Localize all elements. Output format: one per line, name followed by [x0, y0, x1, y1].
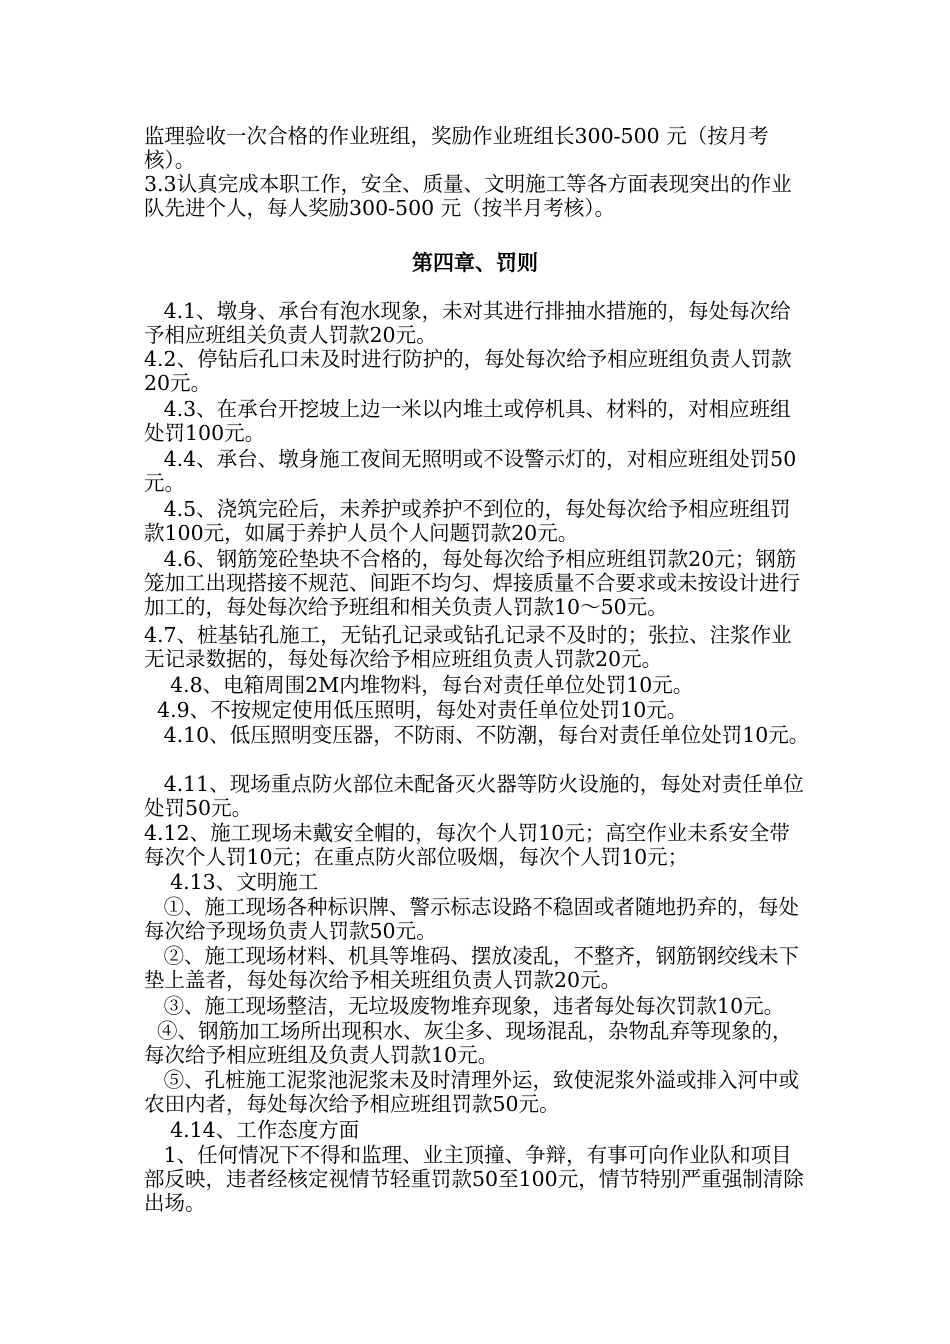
- clause-4-4: 4.4、承台、墩身施工夜间无照明或不设警示灯的，对相应班组处罚50元。: [144, 447, 797, 495]
- clause-4-13-item-5: ⑤、孔桩施工泥浆池泥浆未及时清理外运，致使泥浆外溢或排入河中或农田内者，每处每次给予相应班组罚款50元。: [144, 1068, 800, 1116]
- clause-4-2: 4.2、停钻后孔口未及时进行防护的，每处每次给予相应班组负责人罚款20元。: [144, 347, 792, 395]
- clause-4-5: 4.5、浇筑完砼后，未养护或养护不到位的，每处每次给予相应班组罚款100元，如属于养护人员个人问题罚款20元。: [144, 497, 791, 545]
- clause-4-11: 4.11、现场重点防火部位未配备灭火器等防火设施的，每处对责任单位处罚50元。: [144, 772, 804, 820]
- clause-4-1: 4.1、墩身、承台有泡水现象，未对其进行排抽水措施的，每处每次给予相应班组关负责人罚款20元。: [144, 299, 791, 347]
- clause-4-13-item-3: ③、施工现场整洁，无垃圾废物堆弃现象，违者每处每次罚款10元。: [144, 994, 785, 1018]
- clause-4-13-item-4: ④、钢筋加工场所出现积水、灰尘多、现场混乱，杂物乱弃等现象的，每次给予相应班组及负责人罚款10元。: [144, 1019, 793, 1067]
- clause-4-14-item-1: 1、任何情况下不得和监理、业主顶撞、争辩，有事可向作业队和项目部反映，违者经核定视情节轻重罚款50至100元，情节特别严重强制清除出场。: [144, 1143, 804, 1215]
- clause-4-14-heading: 4.14、工作态度方面: [144, 1118, 360, 1142]
- clause-4-3: 4.3、在承台开挖坡上边一米以内堆土或停机具、材料的，对相应班组处罚100元。: [144, 397, 791, 445]
- intro-paragraph-1: 监理验收一次合格的作业班组，奖励作业班组长300-500 元（按月考核）。: [144, 124, 769, 172]
- clause-4-7: 4.7、桩基钻孔施工，无钻孔记录或钻孔记录不及时的；张拉、注浆作业无记录数据的，每处每次给予相应班组负责人罚款20元。: [144, 623, 792, 671]
- clause-4-13-heading: 4.13、文明施工: [144, 870, 319, 894]
- clause-4-10: 4.10、低压照明变压器，不防雨、不防潮，每台对责任单位处罚10元。: [144, 723, 810, 747]
- intro-paragraph-2: 3.3认真完成本职工作，安全、质量、文明施工等各方面表现突出的作业队先进个人，每人奖励300-500 元（按半月考核）。: [144, 172, 792, 220]
- clause-4-12: 4.12、施工现场未戴安全帽的，每次个人罚10元；高空作业未系安全带每次个人罚10元；在重点防火部位吸烟，每次个人罚10元；: [144, 821, 790, 869]
- clause-4-9: 4.9、不按规定使用低压照明，每处对责任单位处罚10元。: [144, 698, 688, 722]
- clause-4-8: 4.8、电箱周围2M内堆物料，每台对责任单位处罚10元。: [144, 673, 694, 697]
- chapter-title: 第四章、罚则: [412, 251, 538, 275]
- clause-4-6: 4.6、钢筋笼砼垫块不合格的，每处每次给予相应班组罚款20元；钢筋笼加工出现搭接不规范、间距不均匀、焊接质量不合要求或未按设计进行加工的，每处每次给予班组和相关负责人罚款10～50元。: [144, 547, 800, 619]
- clause-4-13-item-2: ②、施工现场材料、机具等堆码、摆放凌乱，不整齐，钢筋钢绞线未下垫上盖者，每处每次给予相关班组负责人罚款20元。: [144, 944, 800, 992]
- clause-4-13-item-1: ①、施工现场各种标识牌、警示标志设路不稳固或者随地扔弃的，每处每次给予现场负责人罚款50元。: [144, 895, 800, 943]
